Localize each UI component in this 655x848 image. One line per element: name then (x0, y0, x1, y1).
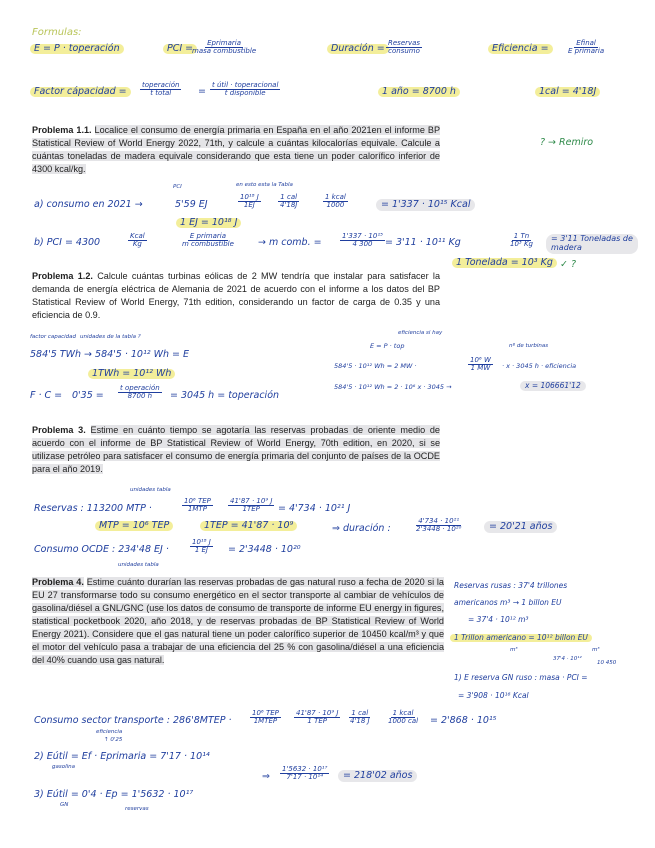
problem-1-2-label: Problema 1.2. (32, 271, 93, 281)
formula-factor-lhs: Factor cápacidad = (30, 87, 131, 97)
duracion-num: Reservas (388, 39, 421, 47)
p4-r-line1: Reservas rusas : 37'4 trillones (454, 581, 568, 590)
p1-b-arrow: → m comb. = (258, 237, 322, 248)
p4-s2-sub: gasolina (52, 764, 76, 770)
p3-res-frac2 (228, 498, 274, 514)
p2-note-ef: eficiencia si hay (398, 330, 443, 336)
factor-num1: toperación (142, 81, 180, 89)
p1-b-eq (180, 233, 236, 249)
problem-3-label: Problema 3. (32, 425, 86, 435)
formula-eficiencia-lhs: Eficiencia = (488, 44, 553, 54)
p4-r-line3: = 37'4 · 10¹² m³ (468, 615, 529, 624)
p2-r1-frac (468, 357, 493, 373)
p3-res-result: = 4'734 · 10²¹ J (278, 503, 351, 514)
p1-a-value: 5'59 EJ (175, 199, 208, 210)
p3-dur-num: 4'734 · 10²¹ (418, 517, 460, 525)
p2-line1: 584'5 TWh → 584'5 · 10¹² Wh = E (30, 349, 190, 360)
p3-mtp-note: MTP = 10⁶ TEP (95, 521, 173, 531)
problem-4-text: Estime cuánto durarían las reservas probadas de gas natural ruso a fecha de 2020 si la EU 27 transformarse todo su consumo energético en el sector transporte al cambiar de vehículos de gasolina/diésel a GNL/GNC (use los datos de consumo de transporte de informe EU energy in figures, statistical pocketbook 2020, año 2018, y de reservas probadas de BP Statistical Review of World Energy 2021). Considere que el gas natural tiene un poder calorífico superior de 10450 kcal/m³ y que el motor del vehículo pasa a trabajar de una eficiencia del 25 % con gasolina/diésel a una eficiencia del 40% cuando usa gas natural. (32, 577, 444, 665)
p3-res-f1-num: 10⁶ TEP (184, 497, 211, 505)
formula-duracion-lhs: Duración = (327, 44, 389, 54)
p4-fin-result: = 218'02 años (338, 770, 417, 782)
p3-con-num: 10¹⁸ J (192, 538, 211, 546)
p4-ef-val: ↑ 0'25 (104, 737, 123, 743)
p1-b-m-num: 1'337 · 10¹⁵ (342, 232, 383, 240)
duracion-den: consumo (388, 47, 420, 56)
p1-a-f1-num: 10¹⁸ J (240, 193, 259, 201)
p4-fin-den: 7'17 · 10¹⁴ (286, 773, 323, 782)
p2-r1-num: 10⁶ W (470, 356, 491, 364)
p1-b-t (508, 233, 535, 249)
p4-cs-f4-den: 1000 cal (388, 717, 419, 726)
formula-factor-fraction2 (210, 82, 280, 98)
p4-fin-num: 1'5632 · 10¹⁷ (282, 765, 328, 773)
p2-tw-note: 1TWh = 10¹² Wh (88, 369, 175, 379)
p2-e-formula: E = P · top (370, 342, 405, 350)
problem-1-2-text: Calcule cuántas turbinas eólicas de 2 MW tendría que instalar para satisfacer la demanda de energía eléctrica de Alemania de 2021 de acuerdo con el informe a los datos del BP Statistical Review of World Energy, 71th edition, considerando un factor de carga de 0.35 y una eficiencia de 0.9. (32, 271, 441, 320)
p4-r-step1: 1) E reserva GN ruso : masa · PCI = (454, 673, 588, 682)
formula-factor-eq2: = (198, 86, 206, 97)
p4-fin-frac (280, 766, 329, 782)
p3-consumo: Consumo OCDE : 234'48 EJ · (34, 544, 169, 555)
eficiencia-num: Efinal (576, 39, 596, 47)
p1-a-f2-den: 4'18J (280, 201, 298, 210)
p3-con-result: = 2'3448 · 10²⁰ (228, 544, 301, 555)
p3-dur-result: = 20'21 años (484, 521, 557, 533)
p4-r-mult2: 10 450 (597, 660, 617, 666)
p2-r1-rest: · x · 3045 h · eficiencia (502, 362, 577, 370)
p1-a-f3-num: 1 kcal (325, 193, 346, 201)
formula-cal: 1cal = 4'18J (535, 87, 600, 97)
p1-b-label: b) PCI = 4300 (34, 237, 101, 248)
p4-s3-sub: GN (60, 802, 69, 808)
p4-r-mult1: 37'4 · 10¹² (553, 656, 582, 662)
p3-tep-note: 1TEP = 41'87 · 10⁹ (200, 521, 297, 531)
p2-fc-num: t operación (120, 384, 160, 392)
p4-ef-note: eficiencia (96, 729, 123, 735)
problem-3-statement (32, 424, 440, 476)
p4-cs-f3-num: 1 cal (351, 709, 369, 717)
problem-1-1-text: Localice el consumo de energía primaria en España en el año 2021en el informe BP Statistical Review of World Energy 2022, 71th, y calcule a cuántas kilocalorías equivale. Calcule a cuántas toneladas de madera equivale considerando que esta tiene un poder calorífico inferior de 4300 kcal/kg. (32, 125, 441, 174)
p1-a-f3-den: 1000 (326, 201, 345, 210)
p2-r1-den: 1 MW (470, 364, 491, 373)
p4-cs-f4-num: 1 kcal (392, 709, 414, 717)
p1-a-f1-den: 1EJ (243, 201, 255, 210)
factor-num2: t útil · toperacional (212, 81, 279, 89)
p1-b-unit-num: Kcal (130, 232, 145, 240)
p2-fc-value: 0'35 = (72, 390, 104, 401)
p4-arrow: ⇒ (262, 771, 270, 782)
p1-b-result: = 3'11 Toneladas de madera (546, 234, 638, 254)
p4-cs-f3-den: 4'18 J (350, 717, 370, 726)
p3-dur-den: 2'3448 · 10²⁰ (416, 525, 462, 534)
p3-reservas: Reservas : 113200 MTP · (34, 503, 152, 514)
problem-1-1-label: Problema 1.1. (32, 125, 92, 135)
formulas-title: Formulas: (32, 27, 82, 38)
p1-tonelada-note: 1 Tonelada = 10³ Kg (452, 258, 557, 268)
p4-cs-f2-den: 1 TEP (307, 717, 328, 726)
p2-note-turbinas: nº de turbinas (509, 343, 549, 349)
formula-energy: E = P · toperación (30, 44, 124, 54)
problem-4-statement (32, 576, 444, 667)
pci-num: Eprimaria (207, 39, 242, 47)
p4-s2: 2) Eútil = Ef · Eprimaria = 7'17 · 10¹⁴ (34, 751, 210, 762)
problem-4-label: Problema 4. (32, 577, 84, 587)
p3-dur-label: ⇒ duración : (332, 523, 391, 534)
p1-side-note: ? → Remiro (540, 137, 594, 148)
formula-duracion-fraction (386, 40, 422, 56)
p3-note-unidades2: unidades tabla (118, 562, 159, 568)
p3-con-frac (190, 539, 213, 555)
p2-fc-result: = 3045 h = toperación (170, 390, 280, 401)
p4-cs-frac1 (250, 710, 281, 726)
p3-dur-frac (414, 518, 463, 534)
p2-note-factor: factor capacidad (30, 334, 77, 340)
p2-r1: 584'5 · 10¹² Wh = 2 MW · (334, 362, 417, 370)
p3-res-f2-num: 41'87 · 10⁹ J (230, 497, 273, 505)
p4-consumo: Consumo sector transporte : 286'8MTEP · (34, 715, 232, 726)
p1-b-t-num: 1 Tn (513, 232, 530, 240)
p1-b-unit-den: Kg (132, 240, 142, 249)
p1-b-m-result: = 3'11 · 10¹¹ Kg (385, 237, 461, 248)
p1-a-frac2 (278, 194, 299, 210)
p1-pci-note: PCI (173, 184, 182, 190)
p3-con-den: 1 EJ (194, 546, 208, 555)
formula-pci-lhs: PCI = (163, 44, 197, 54)
p3-res-frac1 (182, 498, 213, 514)
p2-fc-frac (118, 385, 162, 401)
formula-pci-fraction (190, 40, 258, 56)
p1-ej-note: 1 EJ = 10¹⁸ J (176, 218, 241, 228)
factor-den1: t total (150, 89, 172, 98)
p1-a-frac1 (238, 194, 261, 210)
p4-s3-note: reservas (125, 806, 149, 812)
p3-res-f1-den: 1MTP (187, 505, 207, 514)
p4-cs-result: = 2'868 · 10¹⁵ (430, 715, 497, 726)
p2-r2: 584'5 · 10¹² Wh = 2 · 10⁶ x · 3045 → (334, 383, 452, 391)
p3-res-f2-den: 1TEP (242, 505, 260, 514)
problem-1-2-statement (32, 270, 440, 322)
p2-fc-label: F · C = (30, 390, 63, 401)
p4-cs-f1-den: 1MTEP (253, 717, 278, 726)
eficiencia-den: E primaria (568, 47, 605, 56)
p1-a-f2-num: 1 cal (280, 193, 298, 201)
p4-cs-f1-num: 10⁶ TEP (252, 709, 279, 717)
p4-cs-frac2 (294, 710, 340, 726)
formula-factor-fraction1 (140, 82, 181, 98)
p1-b-m-den: 4 300 (352, 240, 373, 249)
p4-r-m3a: m³ (510, 647, 518, 653)
p1-b-eq-num: E primaria (189, 232, 227, 240)
problem-1-1-statement (32, 124, 440, 176)
formula-anio: 1 año = 8700 h (378, 87, 460, 97)
p2-note-unidades: unidades de la tabla ? (80, 334, 141, 340)
p4-r-step1b: = 3'908 · 10¹⁶ Kcal (458, 691, 529, 700)
p1-b-t-den: 10³ Kg (510, 240, 533, 249)
pci-den: masa combustible (192, 47, 257, 56)
p1-a-label: a) consumo en 2021 → (34, 199, 143, 210)
factor-den2: t disponible (224, 89, 266, 98)
p1-a-result: = 1'337 · 10¹⁵ Kcal (376, 199, 475, 211)
p1-b-unit (128, 233, 147, 249)
p2-r2-result: x = 106661'12 (520, 381, 586, 391)
p4-cs-frac4 (386, 710, 420, 726)
p4-r-m3b: m³ (592, 647, 600, 653)
p4-cs-f2-num: 41'87 · 10⁹ J (296, 709, 339, 717)
p1-check: ✓ ? (560, 259, 577, 270)
p2-fc-den: 8700 h (127, 392, 153, 401)
p1-b-m (340, 233, 385, 249)
p3-note-unidades: unidades tabla (130, 487, 171, 493)
p4-r-line4: 1 Trillon americano = 10¹² billon EU (450, 634, 592, 642)
p1-tabla-note: en esto esta la Tabla (236, 182, 293, 188)
p1-a-frac3 (323, 194, 348, 210)
p4-s3: 3) Eútil = 0'4 · Ep = 1'5632 · 10¹⁷ (34, 789, 194, 800)
p4-cs-frac3 (348, 710, 372, 726)
p1-b-eq-den: m combustible (182, 240, 234, 249)
p4-r-line2: americanos m³ → 1 billon EU (454, 598, 562, 607)
problem-3-text: Estime en cuánto tiempo se agotaría las reservas probadas de oriente medio de acuerdo con el informe de BP Statistical Review of World Energy, 70th edition, en 2020, si se utilizase petróleo para satisfacer el consumo de energía primaria del conjunto de países de la OCDE para el año 2019. (32, 425, 440, 474)
formula-eficiencia-fraction (566, 40, 606, 56)
